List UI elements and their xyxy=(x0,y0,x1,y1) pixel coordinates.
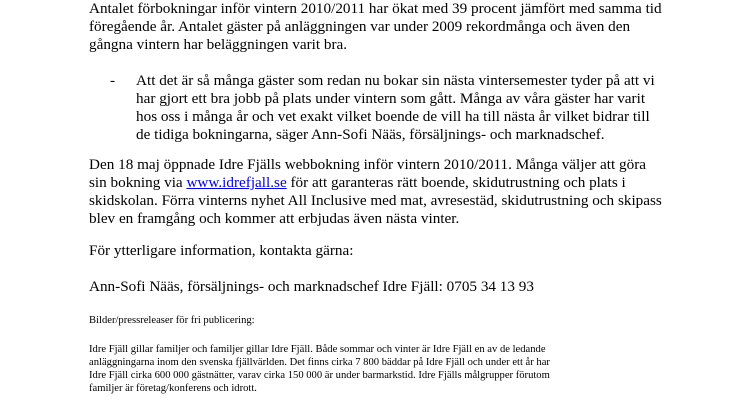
about-line-2: anläggningarna inom den svenska fjällvärlden. Det finns cirka 7 800 bäddar på Idre Fjäll och under ett år har xyxy=(89,357,550,368)
bullet-dash: - xyxy=(110,72,116,89)
booking-line-4: blev en framgång och kommer att erbjudas även nästa vinter. xyxy=(89,210,460,227)
contact-person: Ann-Sofi Nääs, försäljnings- och marknadschef Idre Fjäll: 0705 34 13 93 xyxy=(89,278,534,295)
booking-line-1: Den 18 maj öppnade Idre Fjälls webbokning inför vintern 2010/2011. Många väljer att göra xyxy=(89,156,647,173)
quote-line-3: hos oss i många år och vet exakt vilket boende de vill ha till nästa år vilket bidrar till xyxy=(136,108,650,125)
about-line-4: familjer är företag/konferens och idrott. xyxy=(89,383,257,394)
intro-line-2: föregående år. Antalet gäster på anläggningen var under 2009 rekordmånga och även den xyxy=(89,18,631,35)
booking-line-2-post: för att garanteras rätt boende, skidutrustning och plats i xyxy=(286,174,626,191)
intro-line-1: Antalet förbokningar inför vintern 2010/2011 har ökat med 39 procent jämfört med samma tid xyxy=(89,0,662,17)
quote-line-2: har gjort ett bra jobb på plats under vintern som gått. Många av våra gäster har varit xyxy=(136,90,646,107)
quote-line-1: Att det är så många gäster som redan nu bokar sin nästa vintersemester tyder på att vi xyxy=(136,72,655,89)
website-link[interactable]: www.idrefjall.se xyxy=(186,174,287,191)
booking-line-2 xyxy=(89,174,626,192)
images-note: Bilder/pressreleaser för fri publicering: xyxy=(89,315,255,326)
quote-line-4: de tidiga bokningarna, säger Ann-Sofi Nääs, försäljnings- och marknadschef. xyxy=(136,126,605,143)
booking-line-3: skidskolan. Förra vinterns nyhet All Inclusive med mat, avresestäd, skidutrustning och skipass xyxy=(89,192,662,209)
about-line-3: Idre Fjäll cirka 600 000 gästnätter, varav cirka 150 000 är under barmarkstid. Idre Fjälls målgrupper förutom xyxy=(89,370,550,381)
booking-line-2-pre: sin bokning via xyxy=(89,174,187,191)
contact-intro: För ytterligare information, kontakta gärna: xyxy=(89,242,354,259)
about-line-1: Idre Fjäll gillar familjer och familjer gillar Idre Fjäll. Både sommar och vinter är Idre Fjäll en av de ledande xyxy=(89,344,546,355)
intro-line-3: gångna vintern har beläggningen varit bra. xyxy=(89,36,348,53)
